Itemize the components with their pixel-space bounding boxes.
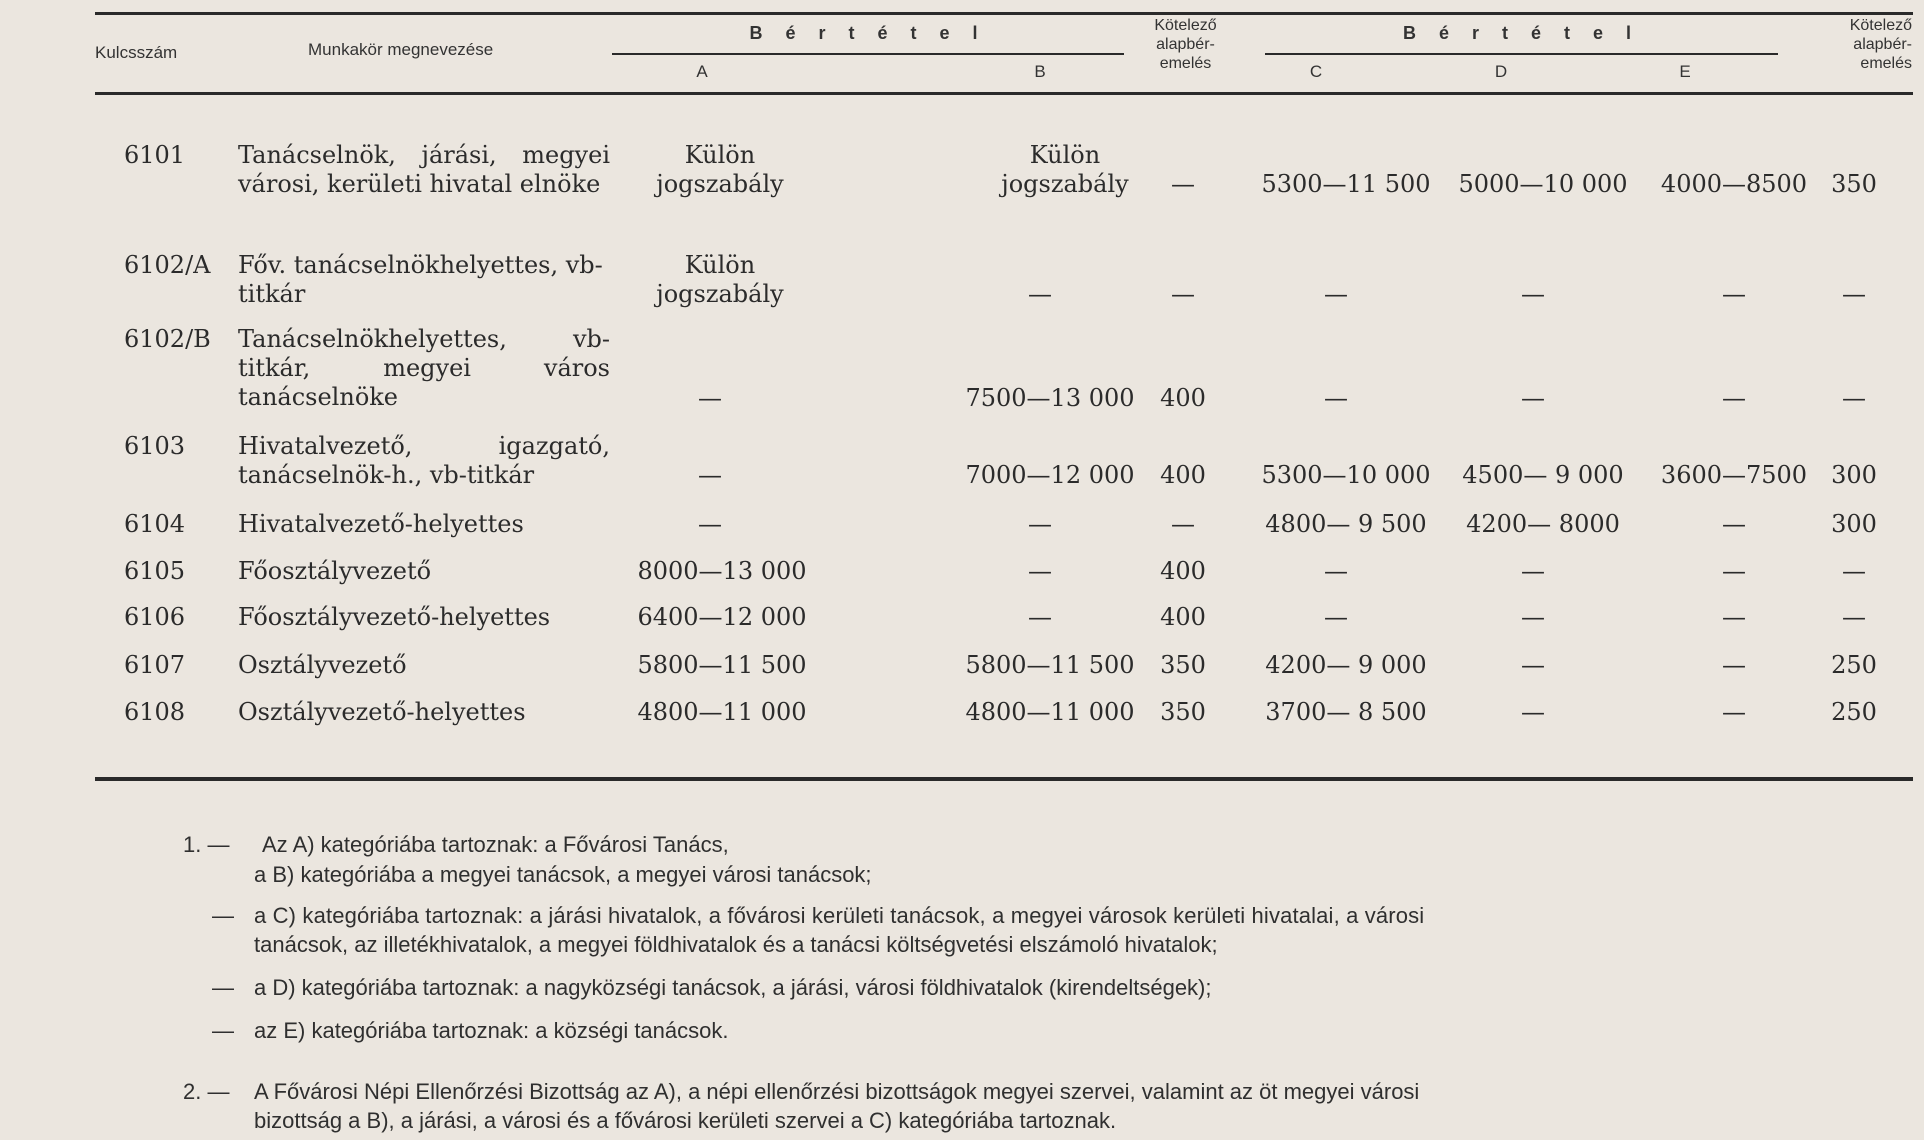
row-mandatory-1: 400 [1160,603,1206,631]
table-top-rule [95,12,1913,15]
row-mandatory-2: 350 [1831,170,1877,198]
row-col-b: — [1028,557,1052,585]
row-mandatory-2: — [1842,280,1866,308]
row-col-c: 5300—11 500 [1261,170,1431,198]
row-col-c: 3700— 8 500 [1265,698,1427,726]
row-col-d: — [1521,384,1545,412]
table-bottom-rule [95,777,1913,781]
row-col-a: Külön jogszabály [656,141,784,198]
row-col-d: — [1521,557,1545,585]
row-col-b: 5800—11 500 [965,651,1135,679]
header-bottom-rule [95,92,1913,95]
row-col-d: 5000—10 000 [1458,170,1628,198]
row-name: Osztályvezető [238,651,407,679]
row-name: Hivatalvezető, igazgató, tanácselnök-h., vb-titkár [238,432,610,489]
row-col-d: 4500— 9 000 [1462,461,1624,489]
row-mandatory-1: — [1171,280,1195,308]
row-col-e: — [1722,510,1746,538]
row-key: 6102/A [124,251,211,279]
row-name: Tanácselnökhelyettes, vb-titkár, megyei város tanácselnöke [238,325,610,411]
row-name: Osztályvezető-helyettes [238,698,526,726]
row-mandatory-1: 400 [1160,461,1206,489]
row-key: 6107 [124,651,186,679]
header-col-b: B [1034,62,1046,81]
row-mandatory-2: — [1842,384,1866,412]
header-col-d: D [1494,62,1508,81]
note-2-line-1: A Fővárosi Népi Ellenőrzési Bizottság az A), a népi ellenőrzési bizottságok megyei szervei, valamint az öt megyei városi [254,1079,1420,1104]
row-col-c: — [1324,384,1348,412]
header-wage-group-1: B é r t é t e l [749,23,987,43]
row-key: 6104 [124,510,186,538]
header-key: Kulcsszám [95,43,178,62]
row-mandatory-1: 350 [1160,651,1206,679]
row-mandatory-1: 350 [1160,698,1206,726]
row-col-c: 4200— 9 000 [1265,651,1427,679]
header-col-c: C [1309,62,1323,81]
row-name: Főosztályvezető-helyettes [238,603,551,631]
row-col-e: — [1722,280,1746,308]
row-col-e: — [1722,384,1746,412]
row-name: Főv. tanácselnökhelyettes, vb-titkár [238,251,603,308]
row-col-c: — [1324,603,1348,631]
row-col-a: 6400—12 000 [637,603,807,631]
row-col-e: — [1722,557,1746,585]
row-key: 6105 [124,557,186,585]
row-col-d: — [1521,603,1545,631]
row-col-b: 7500—13 000 [965,384,1135,412]
row-col-b: — [1028,510,1052,538]
row-mandatory-1: — [1171,170,1195,198]
row-key: 6103 [124,432,186,460]
row-mandatory-2: 250 [1831,698,1877,726]
row-mandatory-2: — [1842,557,1866,585]
row-col-b: 7000—12 000 [965,461,1135,489]
row-col-d: — [1521,698,1545,726]
row-col-e: 4000—8500 [1660,170,1808,198]
header-col-e: E [1679,62,1691,81]
row-col-a: 4800—11 000 [637,698,807,726]
header-mandatory-2: Kötelező alapbér- emelés [1849,17,1912,72]
note-1-line-1: Az A) kategóriába tartoznak: a Fővárosi Tanács, [262,832,729,857]
header-position-name: Munkakör megnevezése [308,40,494,59]
row-col-b: — [1028,280,1052,308]
row-name: Hivatalvezető-helyettes [238,510,524,538]
row-col-c: — [1324,280,1348,308]
note-2-line-2: bizottság a B), a járási, a városi és a fővárosi kerületi szervei a C) kategóriába tartoznak. [254,1108,1117,1133]
row-col-a: 5800—11 500 [637,651,807,679]
row-col-e: — [1722,698,1746,726]
row-col-c: — [1324,557,1348,585]
note-1b-dash: — [212,903,234,928]
note-1c-dash: — [212,975,234,1000]
note-1b-line-1: a C) kategóriába tartoznak: a járási hivatalok, a fővárosi kerületi tanácsok, a megyei városok kerületi hivatalai, a városi [254,903,1425,928]
row-mandatory-1: — [1171,510,1195,538]
row-col-a: — [698,510,722,538]
group-rule-right [1265,53,1778,55]
row-mandatory-1: 400 [1160,557,1206,585]
row-mandatory-2: 300 [1831,510,1877,538]
row-mandatory-2: 300 [1831,461,1877,489]
row-name: Főosztályvezető [238,557,432,585]
row-col-b: Külön jogszabály [1001,141,1129,198]
row-col-b: — [1028,603,1052,631]
note-1d-line: az E) kategóriába tartoznak: a községi tanácsok. [254,1018,729,1043]
note-1c-line: a D) kategóriába tartoznak: a nagyközségi tanácsok, a járási, városi földhivatalok (kirendeltségek); [254,975,1212,1000]
row-mandatory-1: 400 [1160,384,1206,412]
note-1-number: 1. — [183,832,230,857]
row-key: 6106 [124,603,186,631]
row-col-a: 8000—13 000 [637,557,807,585]
note-2-number: 2. — [183,1079,230,1104]
row-key: 6101 [124,141,186,169]
row-key: 6108 [124,698,186,726]
row-key: 6102/B [124,325,211,353]
header-wage-group-2: B é r t é t e l [1402,23,1641,43]
row-name: Tanácselnök, járási, megyei városi, kerületi hivatal elnöke [238,141,610,198]
row-col-c: 4800— 9 500 [1265,510,1427,538]
row-mandatory-2: — [1842,603,1866,631]
row-mandatory-2: 250 [1831,651,1877,679]
row-col-e: — [1722,603,1746,631]
note-1d-dash: — [212,1018,234,1043]
row-col-d: 4200— 8000 [1466,510,1620,538]
row-col-a: — [698,461,722,489]
note-1-line-2: a B) kategóriába a megyei tanácsok, a megyei városi tanácsok; [254,862,872,887]
row-col-a: Külön jogszabály [656,251,784,308]
note-1b-line-2: tanácsok, az illetékhivatalok, a megyei földhivatalok és a tanácsi költségvetési elszámoló hivatalok; [254,932,1218,957]
header-col-a: A [696,62,708,81]
row-col-c: 5300—10 000 [1261,461,1431,489]
header-mandatory-1: Kötelező alapbér- emelés [1154,17,1217,72]
row-col-b: 4800—11 000 [965,698,1135,726]
row-col-d: — [1521,651,1545,679]
row-col-e: 3600—7500 [1660,461,1808,489]
row-col-e: — [1722,651,1746,679]
group-rule-left [612,53,1124,55]
row-col-a: — [698,384,722,412]
row-col-d: — [1521,280,1545,308]
